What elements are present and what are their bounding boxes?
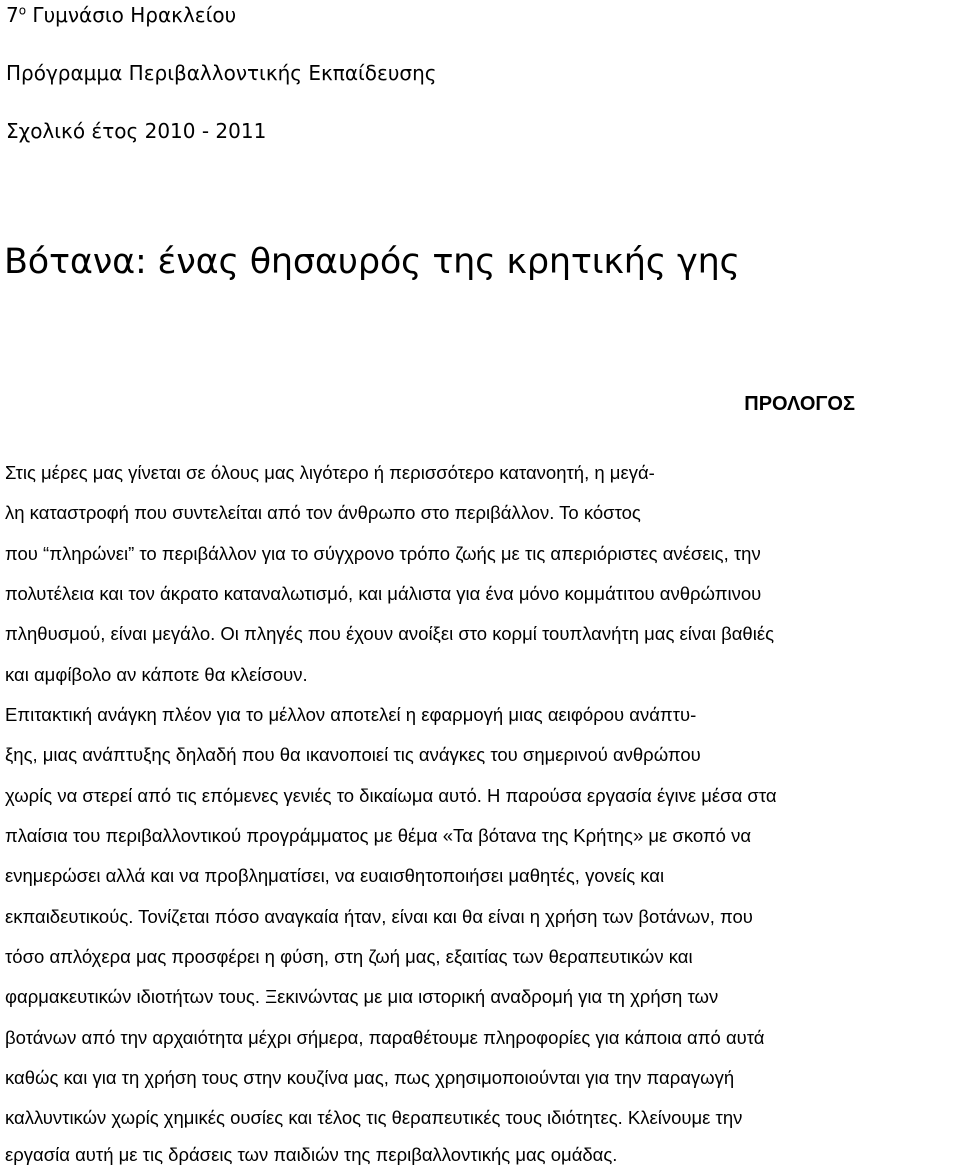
body-line: βοτάνων από την αρχαιότητα μέχρι σήμερα, παραθέτουμε πληροφορίες για κάποια από αυτά: [5, 1027, 765, 1048]
body-line: και αμφίβολο αν κάποτε θα κλείσουν.: [5, 664, 308, 685]
body-line: εκπαιδευτικούς. Τονίζεται πόσο αναγκαία ήταν, είναι και θα είναι η χρήση των βοτάνων, που: [5, 906, 753, 927]
body-line: πλαίσια του περιβαλλοντικού προγράμματος με θέμα «Τα βότανα της Κρήτης» με σκοπό να: [5, 825, 752, 846]
body-line: καλλυντικών χωρίς χημικές ουσίες και τέλος τις θεραπευτικές τους ιδιότητες. Κλείνουμε την: [5, 1107, 743, 1128]
body-line: πολυτέλεια και τον άκρατο καταναλωτισμό, και μάλιστα για ένα μόνο κομμάτιτου ανθρώπινου: [5, 583, 762, 604]
body-line: χωρίς να στερεί από τις επόμενες γενιές το δικαίωμα αυτό. Η παρούσα εργασία έγινε μέσα στα: [5, 785, 777, 806]
school-name: [6, 3, 236, 27]
body-line: Στις μέρες μας γίνεται σε όλους μας λιγότερο ή περισσότερο κατανοητή, η μεγά-: [5, 462, 655, 483]
body-line: φαρμακευτικών ιδιοτήτων τους. Ξεκινώντας με μια ιστορική αναδρομή για τη χρήση των: [5, 986, 719, 1007]
school-name-text: Γυμνάσιο Ηρακλείου: [26, 3, 237, 27]
school-number-superscript: ο: [18, 3, 27, 18]
program-name: Πρόγραμμα Περιβαλλοντικής Εκπαίδευσης: [6, 61, 437, 85]
body-line: λη καταστροφή που συντελείται από τον άνθρωπο στο περιβάλλον. Το κόστος: [5, 502, 641, 523]
body-line: που “πληρώνει” το περιβάλλον για το σύγχρονο τρόπο ζωής με τις απεριόριστες ανέσεις, την: [5, 543, 761, 564]
body-line: καθώς και για τη χρήση τους στην κουζίνα μας, πως χρησιμοποιούνται για την παραγωγή: [5, 1067, 735, 1088]
school-number: 7: [6, 3, 19, 27]
body-line: ξης, μιας ανάπτυξης δηλαδή που θα ικανοποιεί τις ανάγκες του σημερινού ανθρώπου: [5, 744, 701, 765]
body-line: εργασία αυτή με τις δράσεις των παιδιών της περιβαλλοντικής μας ομάδας.: [5, 1144, 618, 1165]
section-heading: ΠΡΟΛΟΓΟΣ: [744, 393, 855, 415]
body-line: πληθυσμού, είναι μεγάλο. Οι πληγές που έχουν ανοίξει στο κορμί τουπλανήτη μας είναι βαθιές: [5, 623, 774, 644]
document-title: Βότανα: ένας θησαυρός της κρητικής γης: [4, 242, 740, 282]
body-line: ενημερώσει αλλά και να προβληματίσει, να ευαισθητοποιήσει μαθητές, γονείς και: [5, 865, 665, 886]
school-year: Σχολικό έτος 2010 - 2011: [6, 119, 267, 143]
body-line: Επιτακτική ανάγκη πλέον για το μέλλον αποτελεί η εφαρμογή μιας αειφόρου ανάπτυ-: [5, 704, 697, 725]
body-line: τόσο απλόχερα μας προσφέρει η φύση, στη ζωή μας, εξαιτίας των θεραπευτικών και: [5, 946, 693, 967]
